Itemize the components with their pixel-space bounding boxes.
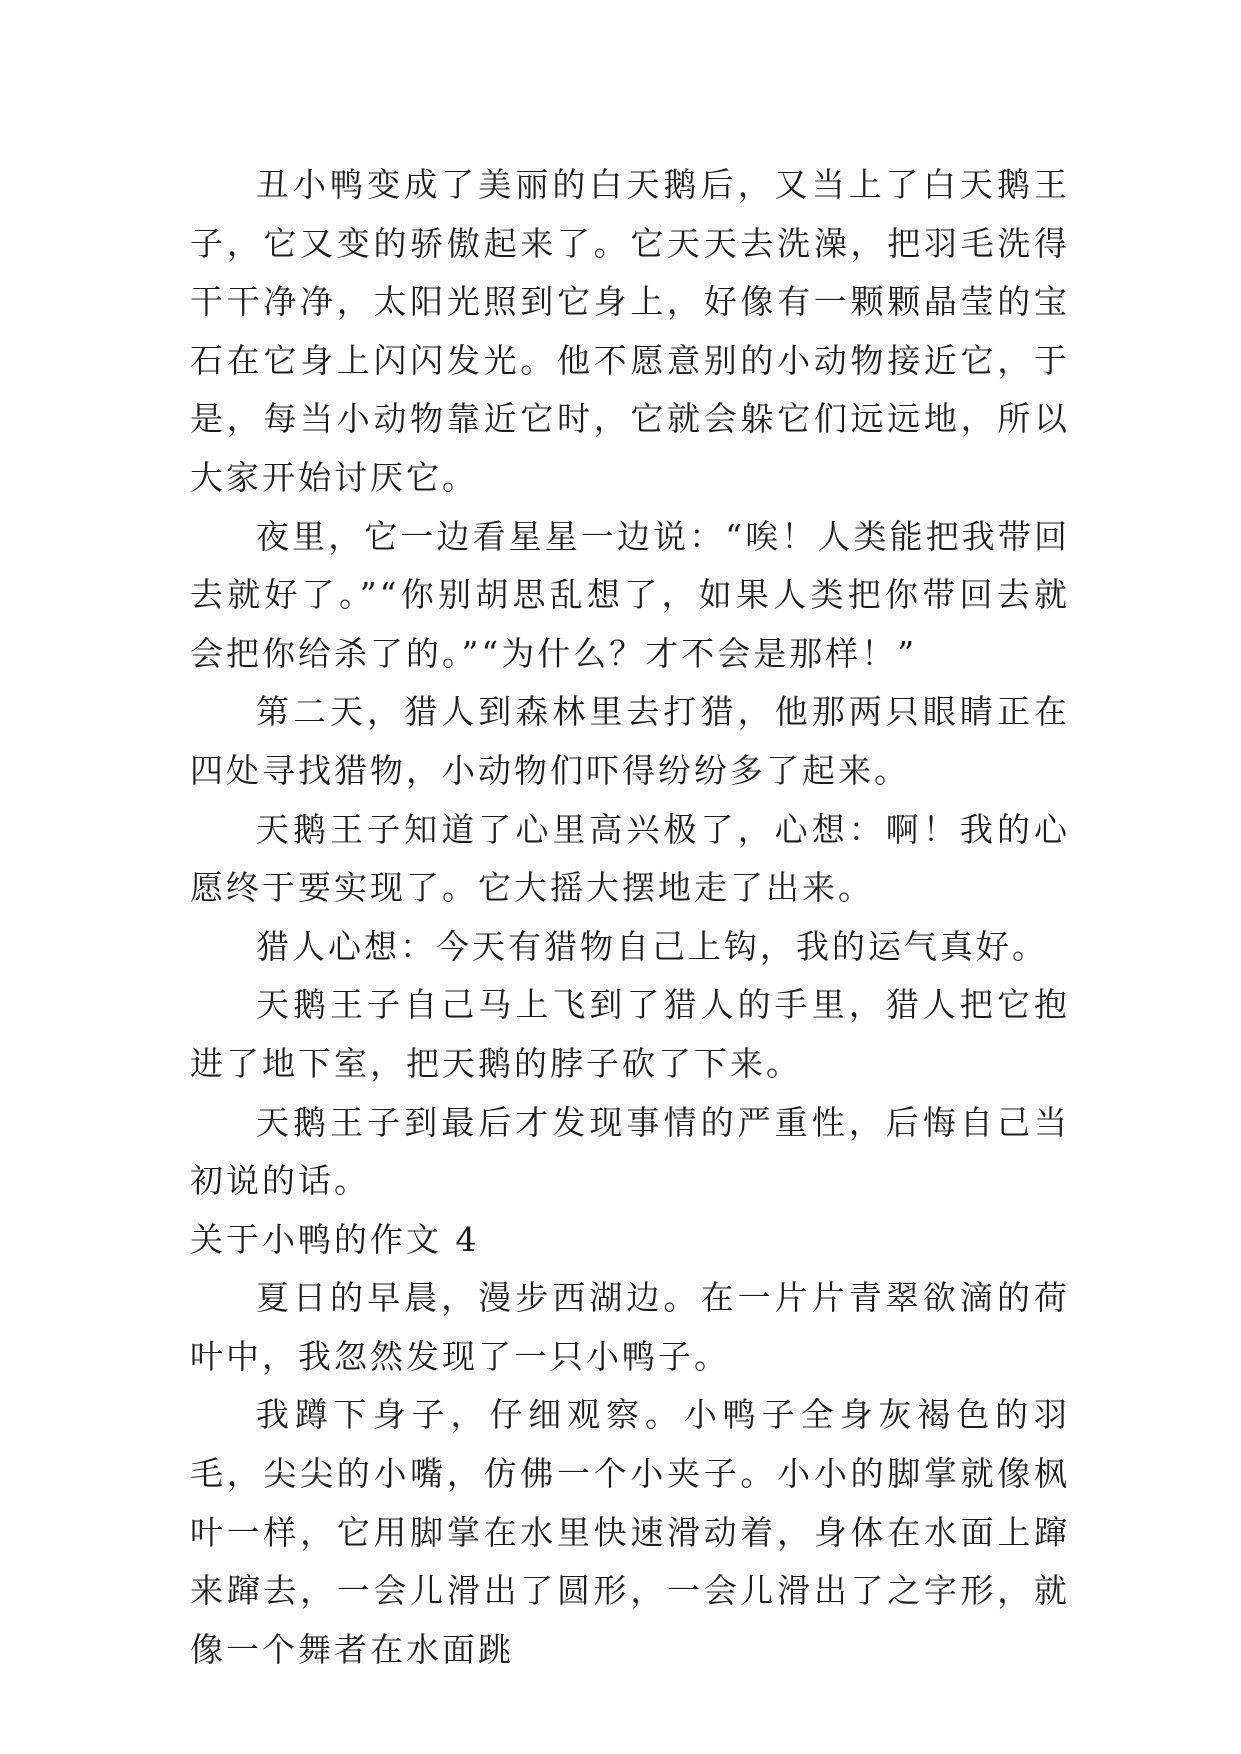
paragraph: 天鹅王子知道了心里高兴极了，心想：啊！我的心愿终于要实现了。它大摇大摆地走了出来。 — [190, 809, 1070, 908]
paragraph: 天鹅王子到最后才发现事情的严重性，后悔自己当初说的话。 — [190, 1102, 1070, 1201]
paragraph: 丑小鸭变成了美丽的白天鹅后，又当上了白天鹅王子，它又变的骄傲起来了。它天天去洗澡，把羽毛洗得干干净净，太阳光照到它身上，好像有一颗颗晶莹的宝石在它身上闪闪发光。他不愿意别的小动物接近它，于是，每当小动物靠近它时，它就会躲它们远远地，所以大家开始讨厌它。 — [190, 165, 1070, 497]
section-heading: 关于小鸭的作文 4 — [190, 1219, 480, 1259]
paragraph: 第二天，猎人到森林里去打猎，他那两只眼睛正在四处寻找猎物，小动物们吓得纷纷多了起来。 — [190, 692, 1070, 790]
paragraph: 夏日的早晨，漫步西湖边。在一片片青翠欲滴的荷叶中，我忽然发现了一只小鸭子。 — [190, 1278, 1070, 1376]
paragraph: 猎人心想：今天有猎物自己上钩，我的运气真好。 — [256, 926, 1048, 966]
paragraph: 天鹅王子自己马上飞到了猎人的手里，猎人把它抱进了地下室，把天鹅的脖子砍了下来。 — [190, 985, 1070, 1083]
paragraph: 夜里，它一边看星星一边说：“唉！人类能把我带回去就好了。”“你别胡思乱想了，如果人类把你带回去就会把你给杀了的。”“为什么？才不会是那样！” — [190, 516, 1070, 673]
document-body — [190, 156, 1070, 1679]
paragraph: 我蹲下身子，仔细观察。小鸭子全身灰褐色的羽毛，尖尖的小嘴，仿佛一个小夹子。小小的脚掌就像枫叶一样，它用脚掌在水里快速滑动着，身体在水面上蹿来蹿去，一会儿滑出了圆形，一会儿滑出了之字形，就像一个舞者在水面跳 — [190, 1395, 1070, 1669]
